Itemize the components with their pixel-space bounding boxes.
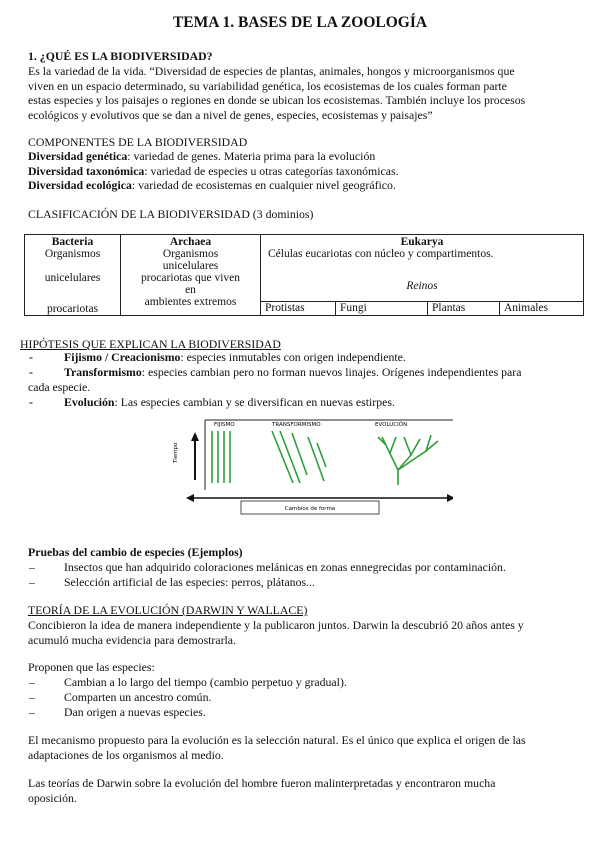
hypothesis-term: Evolución — [64, 395, 115, 409]
definition-line: ecológicos y evolutivos que se dan a nivel de genes, especies, ecosistemas y paisajes” — [28, 107, 433, 122]
archaea-line: en — [185, 284, 196, 296]
dash: – — [29, 690, 35, 704]
components-list — [28, 149, 588, 193]
mecanismo-line: adaptaciones de los organismos al medio. — [28, 747, 224, 762]
hypothesis-text: : especies cambian pero no forman nuevos linajes. Orígenes independientes para — [141, 365, 522, 379]
transformismo-label: TRANSFORMISMO — [272, 422, 321, 428]
archaea-line: ambientes extremos — [144, 296, 237, 308]
tiempo-label: Tiempo — [173, 442, 179, 463]
fijismo-lines — [212, 431, 230, 483]
proponen-text: Proponen que las especies: — [28, 660, 155, 674]
dash: – — [29, 675, 35, 689]
kingdoms-row — [261, 301, 583, 315]
archaea-title: Archaea — [169, 236, 212, 248]
evolucion-label: EVOLUCIÓN — [375, 422, 408, 428]
proponen-list — [0, 675, 600, 720]
dash: – — [29, 560, 35, 574]
hypothesis-term: Transformismo — [64, 365, 142, 379]
component-text: : variedad de especies u otras categorías taxonómicas. — [144, 163, 399, 178]
pruebas-list — [0, 560, 600, 590]
eukarya-cell — [261, 235, 584, 316]
archaea-cell — [121, 235, 261, 316]
darwin-paragraph — [28, 776, 588, 805]
component-item — [28, 149, 588, 164]
kingdom-protistas: Protistas — [261, 302, 336, 315]
section-heading-biodiversidad: 1. ¿QUÉ ES LA BIODIVERSIDAD? — [28, 49, 213, 63]
darwin-line: oposición. — [28, 790, 77, 805]
bacteria-title: Bacteria — [51, 236, 94, 248]
hypotheses-list — [0, 350, 600, 410]
archaea-line: Organismos — [162, 248, 219, 260]
classification-heading: CLASIFICACIÓN DE LA BIODIVERSIDAD (3 dominios) — [28, 207, 314, 221]
proponen-item: Dan origen a nuevas especies. — [64, 705, 206, 719]
hypothesis-item — [64, 365, 521, 380]
hypothesis-item — [64, 395, 395, 410]
eukarya-description: Células eucariotas con núcleo y compartimentos. — [268, 248, 494, 260]
definition-line: estas especies y los paisajes o regiones en donde se ubican los ecosistemas. También incluye los procesos — [28, 93, 526, 108]
page-title: TEMA 1. BASES DE LA ZOOLOGÍA — [172, 14, 428, 31]
darwin-line: Las teorías de Darwin sobre la evolución del hombre fueron malinterpretadas y encontraron mucha — [28, 776, 496, 790]
evolucion-tree — [378, 435, 438, 485]
mecanismo-line: El mecanismo propuesto para la evolución es la selección natural. Es el único que explica el origen de las — [28, 733, 526, 747]
cambios-label: Cambios de forma — [284, 506, 336, 512]
hypothesis-text: : Las especies cambian y se diversifican en nuevas estirpes. — [114, 395, 395, 409]
teoria-line: acumuló mucha evidencia para demostrarla. — [28, 632, 236, 647]
component-text: : variedad de ecosistemas en cualquier nivel geográfico. — [131, 178, 396, 193]
domains-table — [24, 234, 584, 316]
shape-change-arrow-right — [447, 494, 453, 502]
fijismo-label: FIJISMO — [214, 422, 235, 428]
component-term: Diversidad taxonómica — [28, 163, 145, 178]
component-term: Diversidad ecológica — [28, 178, 132, 193]
bullet-dash: - — [29, 365, 33, 379]
archaea-line: procariotas que viven — [141, 272, 240, 284]
hypothesis-continuation: cada especie. — [28, 380, 91, 394]
teoria-line: Concibieron la idea de manera independiente y la publicaron juntos. Darwin la descubrió 20 años antes y — [28, 618, 524, 632]
dash: – — [29, 705, 35, 719]
component-term: Diversidad genética — [28, 149, 128, 163]
shape-change-arrow-left — [186, 494, 194, 502]
definition-paragraph — [28, 64, 588, 122]
bullet-dash: - — [29, 395, 33, 409]
definition-line: viven en un espacio determinado, su variabilidad genética, los ecosistemas de los cuales forman parte — [28, 78, 507, 93]
bullet-dash: - — [29, 350, 33, 364]
kingdom-animales: Animales — [504, 302, 549, 314]
kingdom-plantas: Plantas — [428, 302, 500, 315]
kingdom-fungi: Fungi — [336, 302, 428, 315]
bacteria-line: unicelulares — [44, 272, 101, 284]
pruebas-item: Insectos que han adquirido coloraciones melánicas en zonas ennegrecidas por contaminación. — [64, 560, 506, 574]
components-heading: COMPONENTES DE LA BIODIVERSIDAD — [28, 135, 248, 149]
component-item — [28, 178, 588, 193]
component-item — [28, 164, 588, 179]
pruebas-item: Selección artificial de las especies: perros, plátanos... — [64, 575, 315, 589]
time-arrow-head — [191, 432, 199, 441]
hypotheses-heading: HIPÓTESIS QUE EXPLICAN LA BIODIVERSIDAD — [20, 337, 281, 351]
bacteria-line: Organismos — [44, 248, 101, 260]
evolution-hypotheses-figure — [168, 415, 453, 517]
eukarya-title: Eukarya — [400, 236, 444, 248]
archaea-line: unicelulares — [162, 260, 219, 272]
component-text: : variedad de genes. Materia prima para la evolución — [127, 149, 376, 163]
dash: – — [29, 575, 35, 589]
hypothesis-text: : especies inmutables con origen independiente. — [180, 350, 406, 364]
hypothesis-item — [64, 350, 406, 365]
proponen-item: Comparten un ancestro común. — [64, 690, 212, 704]
proponen-item: Cambian a lo largo del tiempo (cambio perpetuo y gradual). — [64, 675, 347, 689]
bacteria-cell — [25, 235, 121, 316]
pruebas-heading: Pruebas del cambio de especies (Ejemplos) — [28, 545, 243, 559]
definition-line: Es la variedad de la vida. “Diversidad de especies de plantas, animales, hongos y microorganismos que — [28, 64, 515, 78]
bacteria-line: procariotas — [46, 303, 99, 315]
mecanismo-paragraph — [28, 733, 588, 762]
teoria-heading: TEORÍA DE LA EVOLUCIÓN (DARWIN Y WALLACE) — [28, 603, 308, 617]
teoria-paragraph — [28, 618, 588, 647]
hypothesis-term: Fijismo / Creacionismo — [64, 350, 181, 364]
transformismo-lines — [272, 431, 326, 483]
reinos-label: Reinos — [406, 280, 438, 292]
